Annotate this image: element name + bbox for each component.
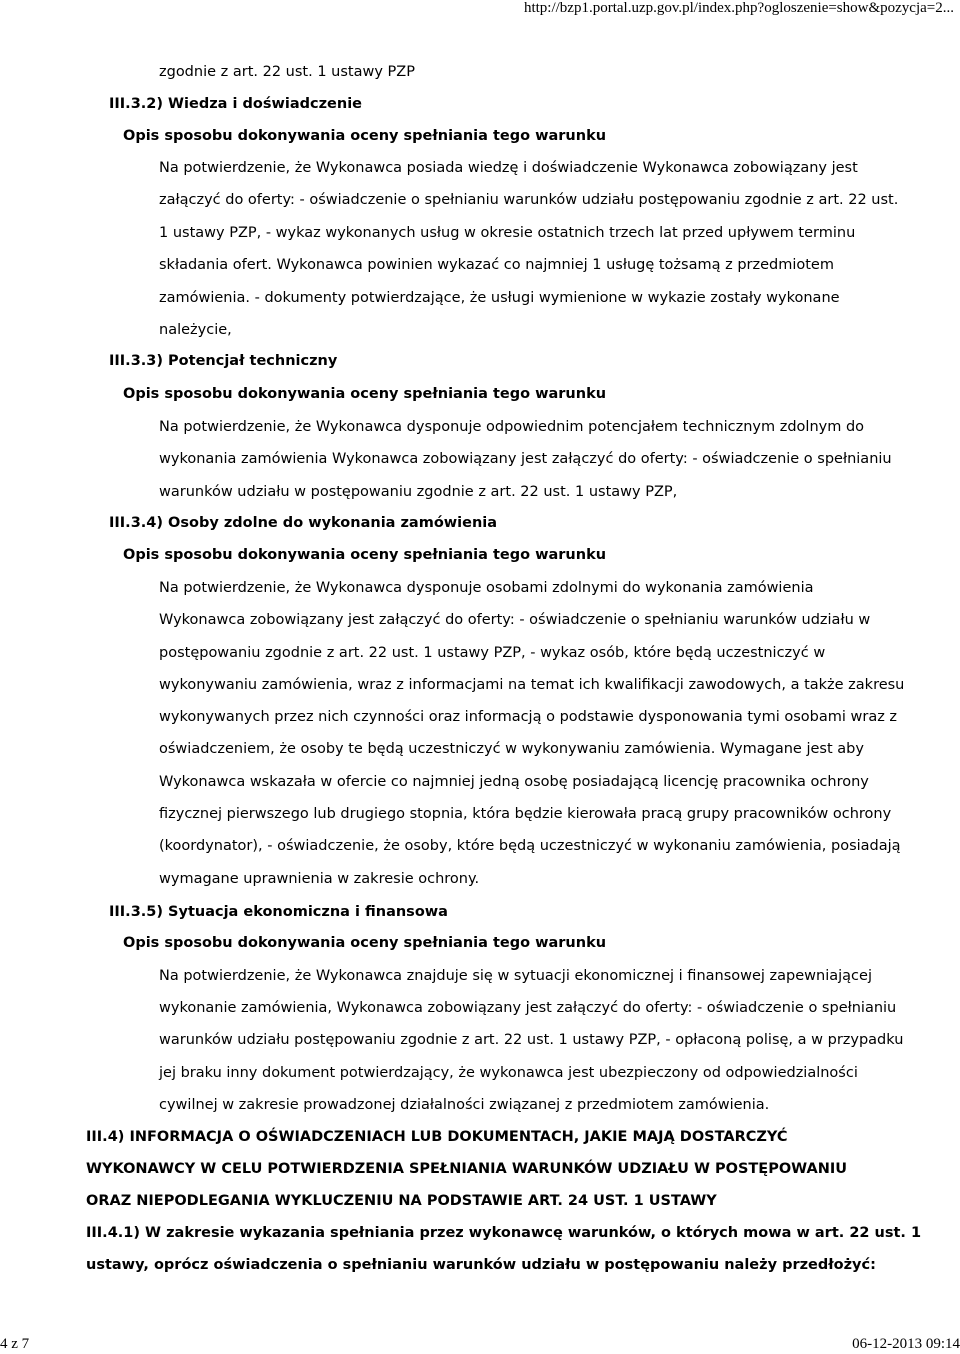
- text-line: oświadczeniem, że osoby te będą uczestniczyć w wykonywaniu zamówienia. Wymagane jest aby: [159, 741, 864, 757]
- text-line: wymagane uprawnienia w zakresie ochrony.: [159, 871, 480, 887]
- page-url: http://bzp1.portal.uzp.gov.pl/index.php?ogloszenie=show&pozycja=2...: [523, 0, 954, 16]
- text-line: warunków udziału w postępowaniu zgodnie z art. 22 ust. 1 ustawy PZP,: [159, 484, 678, 500]
- text-line: wykonania zamówienia Wykonawca zobowiązany jest załączyć do oferty: - oświadczenie o spełnianiu: [159, 451, 892, 467]
- text-line: (koordynator), - oświadczenie, że osoby, które będą uczestniczyć w wykonaniu zamówienia, posiadają: [159, 838, 901, 854]
- text-line: Na potwierdzenie, że Wykonawca posiada wiedzę i doświadczenie Wykonawca zobowiązany jest: [159, 160, 858, 176]
- subheading: Opis sposobu dokonywania oceny spełniania tego warunku: [123, 386, 607, 402]
- subsection-heading: III.4.1) W zakresie wykazania spełniania przez wykonawcę warunków, o których mowa w art. 22 ust. 1: [86, 1225, 922, 1241]
- text-line: wykonanie zamówienia, Wykonawca zobowiązany jest załączyć do oferty: - oświadczenie o spełnianiu: [159, 1000, 897, 1016]
- text-line: jej braku inny dokument potwierdzający, że wykonawca jest ubezpieczony od odpowiedzialności: [159, 1065, 858, 1081]
- page-number: 4 z 7: [0, 1336, 30, 1352]
- text-line: 1 ustawy PZP, - wykaz wykonanych usług w okresie ostatnich trzech lat przed upływem terminu: [159, 225, 856, 241]
- section-heading: III.3.3) Potencjał techniczny: [109, 353, 338, 369]
- text-line: warunków udziału postępowaniu zgodnie z art. 22 ust. 1 ustawy PZP, - opłaconą polisę, a w przypadku: [159, 1032, 904, 1048]
- text-line: Na potwierdzenie, że Wykonawca znajduje się w sytuacji ekonomicznej i finansowej zapewniającej: [159, 968, 872, 984]
- text-line: należycie,: [159, 322, 232, 338]
- text-line: wykonywanych przez nich czynności oraz informacją o podstawie dysponowania tymi osobami wraz z: [159, 709, 898, 725]
- section-heading: III.3.5) Sytuacja ekonomiczna i finansowa: [109, 904, 448, 920]
- print-datetime: 06-12-2013 09:14: [852, 1336, 960, 1352]
- text-line: załączyć do oferty: - oświadczenie o spełnianiu warunków udziału postępowaniu zgodnie z art. 22 ust.: [159, 192, 899, 208]
- text-line: składania ofert. Wykonawca powinien wykazać co najmniej 1 usługę tożsamą z przedmiotem: [159, 257, 834, 273]
- section-heading: III.3.2) Wiedza i doświadczenie: [109, 96, 363, 112]
- section-heading: III.4) INFORMACJA O OŚWIADCZENIACH LUB DOKUMENTACH, JAKIE MAJĄ DOSTARCZYĆ: [86, 1129, 788, 1145]
- subsection-heading: ustawy, oprócz oświadczenia o spełnianiu warunków udziału w postępowaniu należy przedłożyć:: [86, 1257, 876, 1273]
- section-heading: WYKONAWCY W CELU POTWIERDZENIA SPEŁNIANIA WARUNKÓW UDZIAŁU W POSTĘPOWANIU: [86, 1161, 848, 1177]
- text-line: zamówienia. - dokumenty potwierdzające, że usługi wymienione w wykazie zostały wykonane: [159, 290, 840, 306]
- text-line: Wykonawca wskazała w ofercie co najmniej jedną osobę posiadającą licencję pracownika ochrony: [159, 774, 869, 790]
- text-line: Na potwierdzenie, że Wykonawca dysponuje osobami zdolnymi do wykonania zamówienia: [159, 580, 814, 596]
- subheading: Opis sposobu dokonywania oceny spełniania tego warunku: [123, 935, 607, 951]
- text-line: postępowaniu zgodnie z art. 22 ust. 1 ustawy PZP, - wykaz osób, które będą uczestniczyć w: [159, 645, 826, 661]
- subheading: Opis sposobu dokonywania oceny spełniania tego warunku: [123, 547, 607, 563]
- text-line: Na potwierdzenie, że Wykonawca dysponuje odpowiednim potencjałem technicznym zdolnym do: [159, 419, 865, 435]
- text-line: fizycznej pierwszego lub drugiego stopnia, która będzie kierowała pracą grupy pracowników ochrony: [159, 806, 892, 822]
- section-heading: ORAZ NIEPODLEGANIA WYKLUCZENIU NA PODSTAWIE ART. 24 UST. 1 USTAWY: [86, 1193, 717, 1209]
- text-line: wykonywaniu zamówienia, wraz z informacjami na temat ich kwalifikacji zawodowych, a także zakresu: [159, 677, 905, 693]
- text-line: zgodnie z art. 22 ust. 1 ustawy PZP: [159, 64, 415, 80]
- text-line: Wykonawca zobowiązany jest załączyć do oferty: - oświadczenie o spełnianiu warunków udziału w: [159, 612, 871, 628]
- text-line: cywilnej w zakresie prowadzonej działalności związanej z przedmiotem zamówienia.: [159, 1097, 770, 1113]
- subheading: Opis sposobu dokonywania oceny spełniania tego warunku: [123, 128, 607, 144]
- section-heading: III.3.4) Osoby zdolne do wykonania zamówienia: [109, 515, 498, 531]
